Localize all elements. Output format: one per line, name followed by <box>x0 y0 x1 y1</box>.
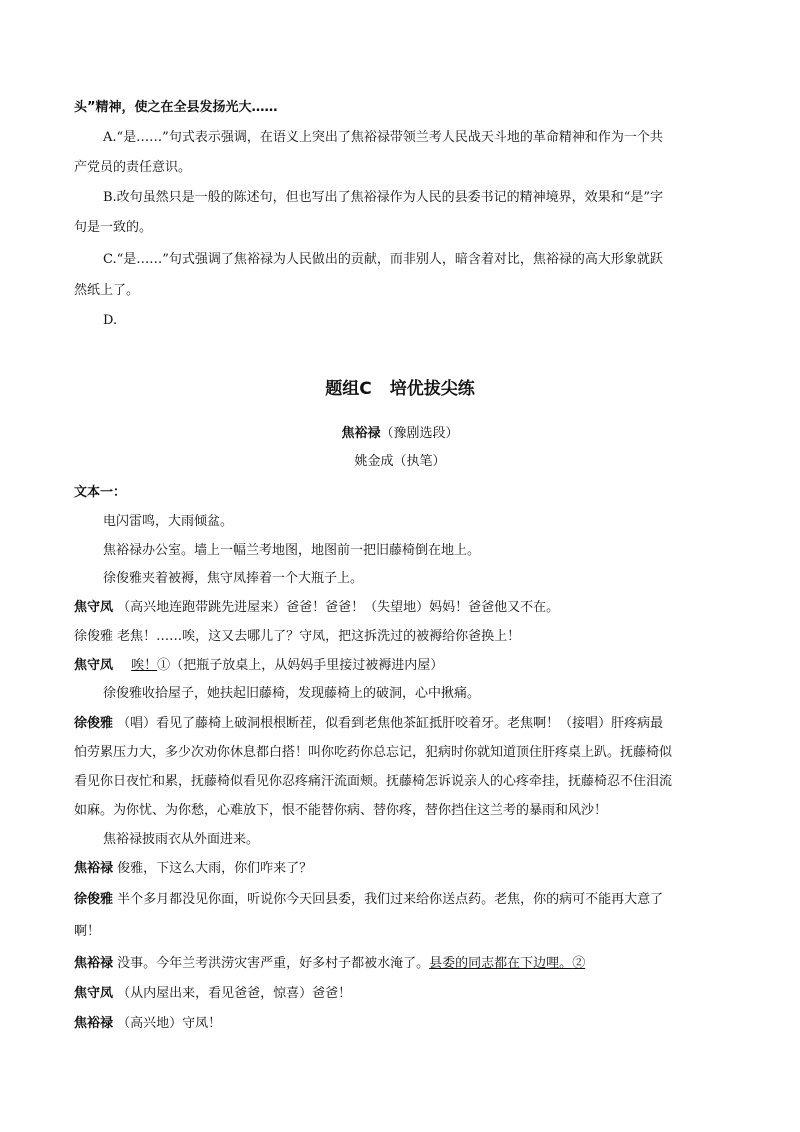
dialogue-cont: 啊！ <box>74 924 101 939</box>
dialogue-line <box>74 859 312 879</box>
stage-direction: 焦裕禄办公室。墙上一幅兰考地图，地图前一把旧藤椅倒在地上。 <box>103 543 481 558</box>
speaker-name: 焦裕禄 <box>74 956 114 971</box>
dialogue-line <box>74 890 663 910</box>
stage-direction: 焦裕禄披雨衣从外面进来。 <box>103 832 260 847</box>
speaker-name: 焦守凤 <box>74 658 114 673</box>
speaker-name: 徐俊雅 <box>74 892 114 907</box>
dialogue-line <box>74 627 520 647</box>
option-c: C.“是……”句式强调了焦裕禄为人民做出的贡献，而非别人，暗含着对比，焦裕禄的高大形象就跃 <box>103 252 663 267</box>
speaker-name: 焦裕禄 <box>74 1016 114 1031</box>
dialogue-line <box>74 714 663 734</box>
dialogue-text: 没事。今年兰考洪涝灾害严重，好多村子都被水淹了。 <box>117 956 430 971</box>
option-b-cont: 句是一致的。 <box>74 220 153 235</box>
option-a: A.“是……”句式表示强调，在语义上突出了焦裕禄带领兰考人民战天斗地的革命精神和作为一个共 <box>103 130 663 145</box>
stage-direction: 电闪雷鸣，大雨倾盆。 <box>103 514 234 529</box>
dialogue-line <box>74 954 585 974</box>
dialogue-line <box>74 656 443 676</box>
section-title <box>0 374 800 399</box>
dialogue-text: （高兴地）守凤！ <box>117 1016 222 1031</box>
stage-direction: 徐俊雅收拾屋子，她扶起旧藤椅，发现藤椅上的破洞，心中揪痛。 <box>103 686 481 701</box>
speaker-name: 徐俊雅 <box>74 629 114 644</box>
play-name: 焦裕禄 <box>341 426 381 441</box>
option-d: D. <box>103 313 118 328</box>
speaker-name: 焦裕禄 <box>74 861 114 876</box>
question-marker: ② <box>572 956 586 971</box>
option-a-cont: 产党员的责任意识。 <box>74 160 192 175</box>
text1-heading: 文本一： <box>74 485 127 500</box>
speaker-name: 徐俊雅 <box>74 716 114 731</box>
section-name: 培优拔尖练 <box>389 379 475 399</box>
option-b: B.改句虽然只是一般的陈述句，但也写出了焦裕禄作为人民的县委书记的精神境界，效果和“是”字 <box>103 190 663 205</box>
underlined-phrase: 县委的同志都在下边哩。 <box>429 956 573 971</box>
dialogue-text: 老焦！……唉，这又去哪儿了？守凤，把这拆洗过的被褥给你爸换上！ <box>117 629 521 644</box>
play-title <box>0 424 800 444</box>
underlined-phrase: 唉！ <box>131 658 158 673</box>
play-author: 姚金成（执笔） <box>354 454 446 469</box>
dialogue-cont: 如麻。为你忧、为你愁，心难放下，恨不能替你病、替你疼，替你挡住这兰考的暴雨和风沙！ <box>74 803 608 818</box>
dialogue-text: （唱）看见了藤椅上破洞根根断茬，似看到老焦他茶缸抵肝咬着牙。老焦啊！（接唱）肝疼病最 <box>117 716 664 731</box>
dialogue-cont: 看见你日夜忙和累，抚藤椅似看见你忍疼痛汗流面颊。抚藤椅怎诉说亲人的心疼牵挂，抚藤椅忍不住泪流 <box>74 774 673 789</box>
dialogue-text: （从内屋出来，看见爸爸，惊喜）爸爸！ <box>117 986 352 1001</box>
speaker-name: 焦守凤 <box>74 600 114 615</box>
dialogue-line <box>74 1014 221 1034</box>
dialogue-text: 半个多月都没见你面，听说你今天回县委，我们过来给你送点药。老焦，你的病可不能再大意了 <box>117 892 664 907</box>
dialogue-text: （高兴地连跑带跳先进屋来）爸爸！爸爸！（失望地）妈妈！爸爸他又不在。 <box>117 600 560 615</box>
stage-direction: 徐俊雅夹着被褥，焦守凤捧着一个大瓶子上。 <box>103 571 364 586</box>
section-label: 题组C <box>325 379 372 399</box>
dialogue-line <box>74 984 351 1004</box>
dialogue-cont: 怕劳累压力大，多少次劝你休息都白搭！叫你吃药你总忘记，犯病时你就知道顶住肝疼桌上趴。抚藤椅似 <box>74 745 673 760</box>
dialogue-text: （把瓶子放桌上，从妈妈手里接过被褥进内屋） <box>170 658 444 673</box>
dialogue-text: 俊雅，下这么大雨，你们咋来了？ <box>117 861 313 876</box>
intro-line: 头”精神，使之在全县发扬光大…… <box>74 100 278 115</box>
dialogue-line <box>74 598 559 618</box>
play-subtitle: （豫剧选段） <box>380 426 459 441</box>
speaker-name: 焦守凤 <box>74 986 114 1001</box>
question-marker: ① <box>157 658 171 673</box>
option-c-cont: 然纸上了。 <box>74 283 140 298</box>
